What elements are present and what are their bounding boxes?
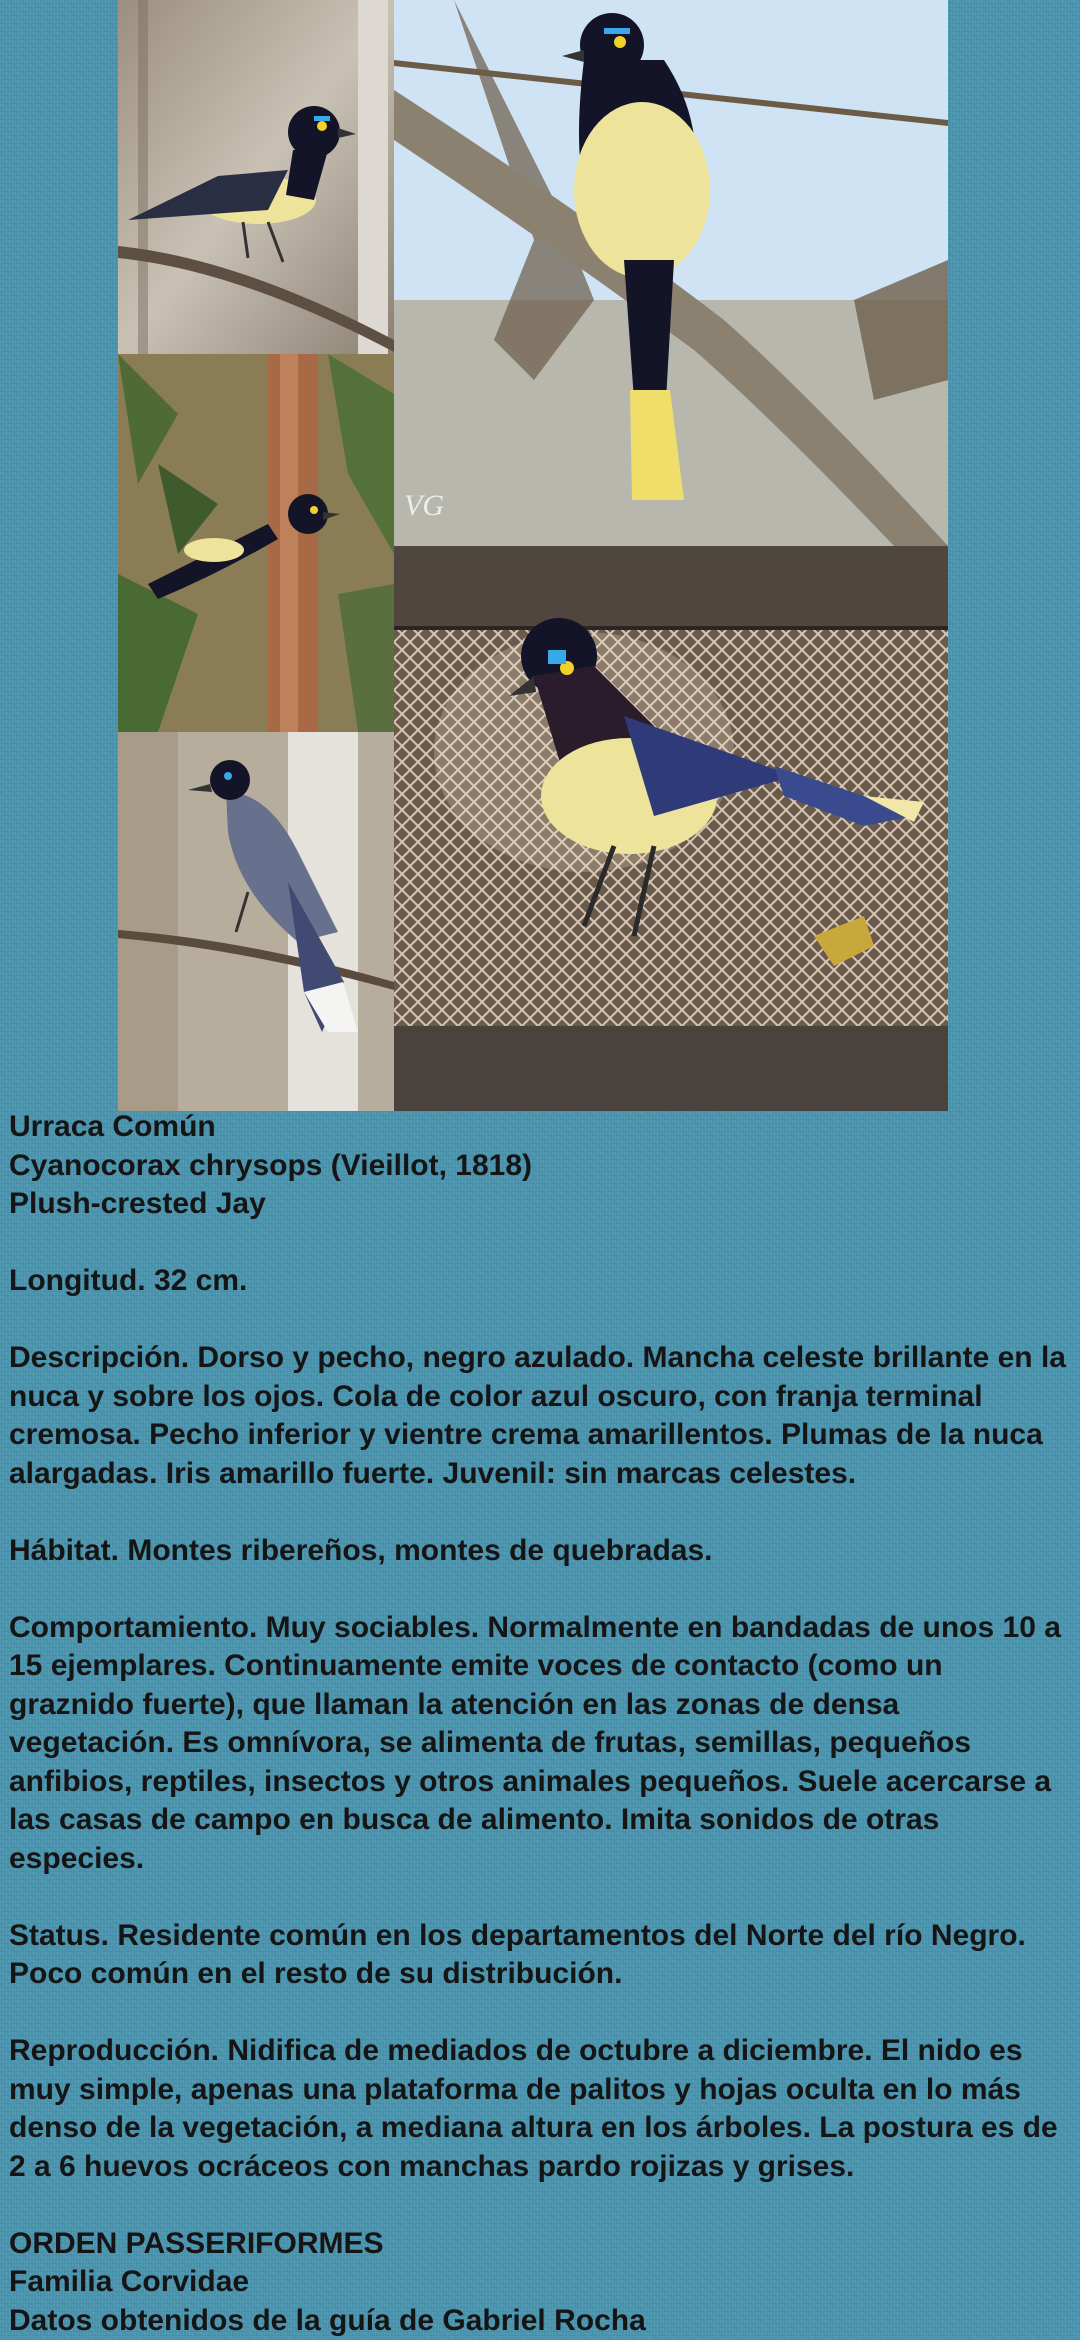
photo-jay-in-foliage [118,354,394,732]
photo-watermark: VG [404,489,444,522]
english-name: Plush-crested Jay [9,1187,266,1220]
order-text: ORDEN PASSERIFORMES [9,2226,384,2260]
photo-jay-on-roof [394,546,948,1111]
length-text: Longitud. 32 cm. [9,1264,248,1297]
photo-collage [118,0,948,1111]
species-info [9,1108,1071,2340]
scientific-name: Cyanocorax chrysops (Vieillot, 1818) [9,1148,532,1182]
status-text: Status. Residente común en los departamentos del Norte del río Negro. Poco común en el resto de su distribución. [9,1918,1026,1990]
photo-juvenile-jay [118,732,394,1111]
photo-jay-front-view [394,0,948,546]
description-text: Descripción. Dorso y pecho, negro azulado. Mancha celeste brillante en la nuca y sobre los ojos. Cola de color azul oscuro, con franja terminal cremosa. Pecho inferior y vientre crema amarillentos. Plumas de la nuca alargadas. Iris amarillo fuerte. Juvenil: sin marcas celestes. [9,1341,1066,1490]
reproduction-text: Reproducción. Nidifica de mediados de octubre a diciembre. El nido es muy simple, apenas una plataforma de palitos y hojas oculta en lo más denso de la vegetación, a mediana altura en los árboles. La postura es de 2 a 6 huevos ocráceos con manchas pardo rojizas y grises. [9,2034,1058,2183]
source-text: Datos obtenidos de la guía de Gabriel Rocha [9,2303,646,2337]
family-text: Familia Corvidae [9,2265,250,2298]
photo-jay-on-branch [118,0,394,354]
common-name: Urraca Común [9,1110,216,1143]
behavior-text: Comportamiento. Muy sociables. Normalmente en bandadas de unos 10 a 15 ejemplares. Continuamente emite voces de contacto (como un graznido fuerte), que llaman la atención en las zonas de densa vegetación. Es omnívora, se alimenta de frutas, semillas, pequeños anfibios, reptiles, insectos y otros animales pequeños. Suele acercarse a las casas de campo en busca de alimento. Imita sonidos de otras especies. [9,1610,1061,1875]
habitat-text: Hábitat. Montes ribereños, montes de quebradas. [9,1533,713,1567]
